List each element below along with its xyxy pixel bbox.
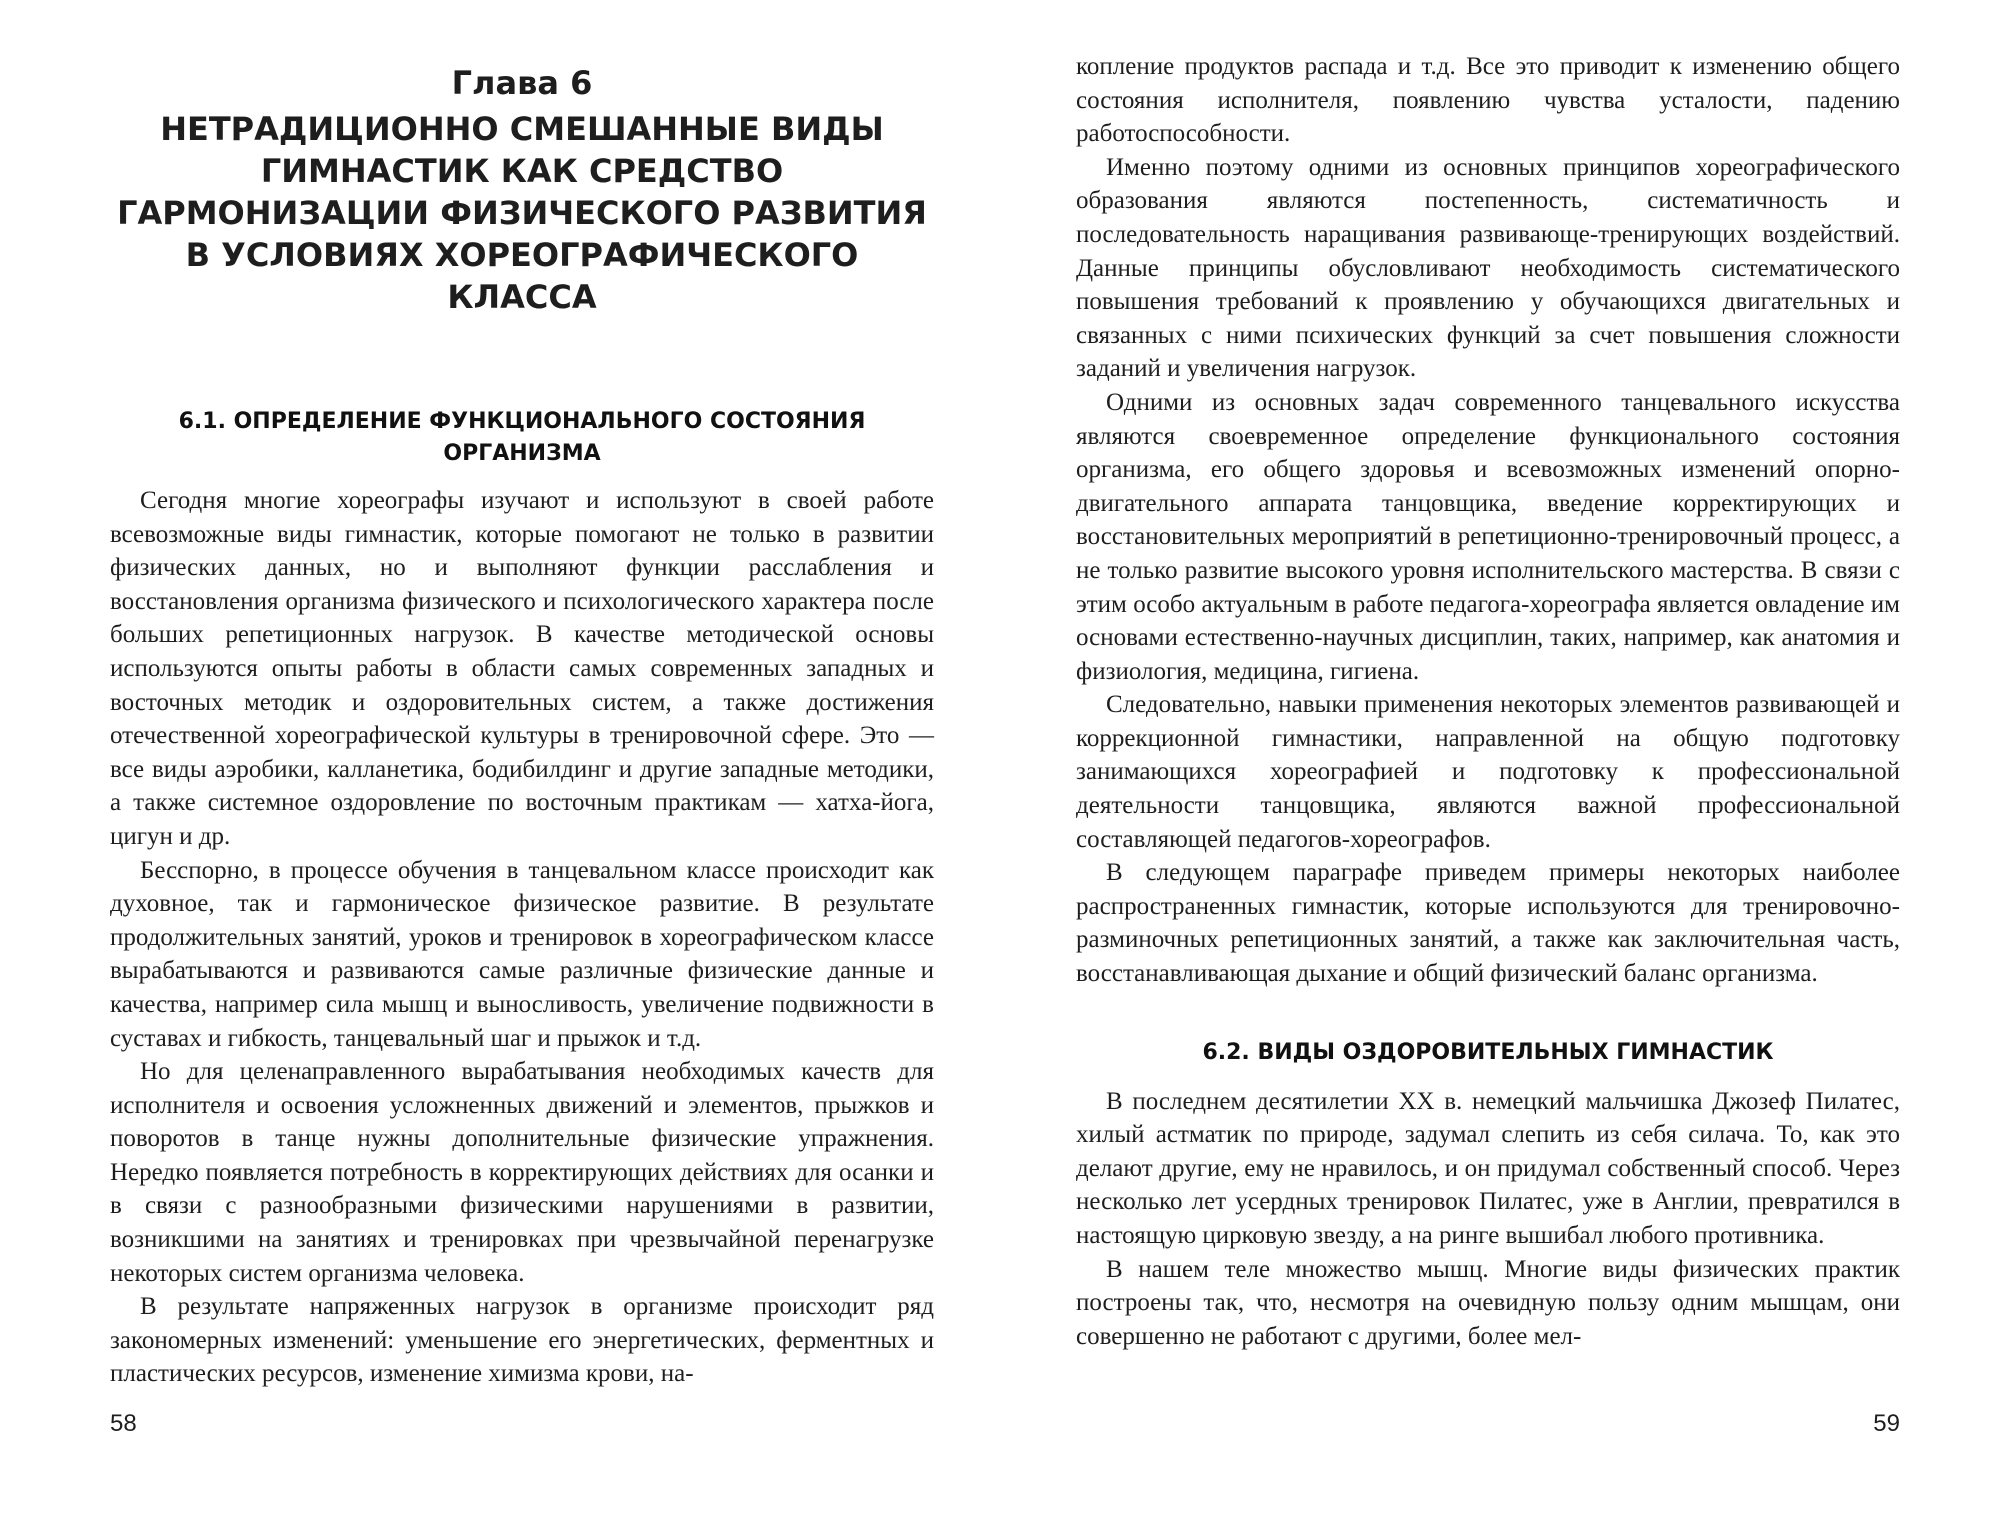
left-page <box>110 0 934 1522</box>
paragraph: В нашем теле множество мышц. Многие виды физических практик построены так, что, несмотря на очевидную пользу одним мышцам, они совершенно не работают с другими, более мел- <box>1076 1255 1900 1350</box>
paragraph: Следовательно, навыки применения некоторых элементов развивающей и коррекционной гимнастики, направленной на общую подготовку занимающихся хореографией и подготовку к профессиональной деятельности танцовщика, являются важной профессиональной составляющей педагогов-хореографов. <box>1076 691 1900 853</box>
paragraph: Именно поэтому одними из основных принципов хореографического образования являются постепенность, систематичность и последовательность наращивания развивающе-тренирующих воздействий. Данные принципы обусловливают необходимость систематического повышения требований к проявлению у обучающихся двигательных и связанных с ними психических функций за счет повышения сложности заданий и увеличения нагрузок. <box>1076 153 1900 383</box>
chapter-title: НЕТРАДИЦИОННО СМЕШАННЫЕ ВИДЫ ГИМНАСТИК КАК СРЕДСТВО ГАРМОНИЗАЦИИ ФИЗИЧЕСКОГО РАЗВИТИЯ В УСЛОВИЯХ ХОРЕОГРАФИЧЕСКОГО КЛАССА <box>117 110 927 316</box>
paragraph: копление продуктов распада и т.д. Все это приводит к изменению общего состояния исполнителя, появлению чувства усталости, падению работоспособности. <box>1076 53 1900 148</box>
chapter-number: Глава 6 <box>451 64 593 102</box>
right-body-text-top <box>1076 50 1900 991</box>
chapter-heading <box>110 62 934 318</box>
paragraph: Бесспорно, в процессе обучения в танцевальном классе происходит как духовное, так и гармоническое физическое развитие. В результате продолжительных занятий, уроков и тренировок в хореографическом классе вырабатываются и развиваются самые различные физические данные и качества, например сила мышц и выносливость, увеличение подвижности в суставах и гибкость, танцевальный шаг и прыжок и т.д. <box>110 856 934 1052</box>
paragraph: В следующем параграфе приведем примеры некоторых наиболее распространенных гимнастик, которые используются для тренировочно-разминочных репетиционных занятий, а также как заключительная часть, восстанавливающая дыхание и общий физический баланс организма. <box>1076 859 1900 988</box>
paragraph: В последнем десятилетии XX в. немецкий мальчишка Джозеф Пилатес, хилый астматик по природе, задумал слепить из себя силача. То, как это делают другие, ему не нравилось, и он придумал собственный способ. Через несколько лет усердных тренировок Пилатес, уже в Англии, превратился в настоящую цирковую звезду, а на ринге вышибал любого противника. <box>1076 1087 1900 1249</box>
left-body-text <box>110 484 934 1391</box>
right-body-text-bottom <box>1076 1085 1900 1354</box>
paragraph: Одними из основных задач современного танцевального искусства являются своевременное определение функционального состояния организма, его общего здоровья и всевозможных изменений опорно-двигательного аппарата танцовщика, введение корректирующих и восстановительных мероприятий в репетиционно-тренировочный процесс, а не только развитие высокого уровня исполнительского мастерства. В связи с этим особо актуальным в работе педагога-хореографа является овладение им основами естественно-научных дисциплин, таких, например, как анатомия и физиология, медицина, гигиена. <box>1076 388 1900 685</box>
paragraph: Но для целенаправленного вырабатывания необходимых качеств для исполнителя и освоения усложненных движений и элементов, прыжков и поворотов в танце нужны дополнительные физические упражнения. Нередко появляется потребность в корректирующих действиях для осанки и в связи с разнообразными физическими нарушениями в развитии, возникшими на занятиях и тренировках при чрезвычайной перенагрузке некоторых систем организма человека. <box>110 1058 934 1287</box>
right-page <box>1076 0 1900 1522</box>
section-title-6-1: 6.1. ОПРЕДЕЛЕНИЕ ФУНКЦИОНАЛЬНОГО СОСТОЯНИЯ ОРГАНИЗМА <box>178 409 866 466</box>
paragraph: В результате напряженных нагрузок в организме происходит ряд закономерных изменений: уменьшение его энергетических, ферментных и пластических ресурсов, изменение химизма крови, на- <box>110 1293 934 1388</box>
section-title-6-2: 6.2. ВИДЫ ОЗДОРОВИТЕЛЬНЫХ ГИМНАСТИК <box>1202 1039 1774 1065</box>
page-number-left: 58 <box>110 1410 137 1437</box>
page-number-right: 59 <box>1873 1410 1900 1437</box>
paragraph: Сегодня многие хореографы изучают и используют в своей работе всевозможные виды гимнастик, которые помогают не только в развитии физических данных, но и выполняют функции расслабления и восстановления организма физического и психологического характера после больших репетиционных нагрузок. В качестве методической основы используются опыты работы в области самых современных западных и восточных методик и оздоровительных систем, а также достижения отечественной хореографической культуры в тренировочной сфере. Это — все виды аэробики, калланетика, бодибилдинг и другие западные методики, а также системное оздоровление по восточным практикам — хатха-йога, цигун и др. <box>110 487 934 850</box>
